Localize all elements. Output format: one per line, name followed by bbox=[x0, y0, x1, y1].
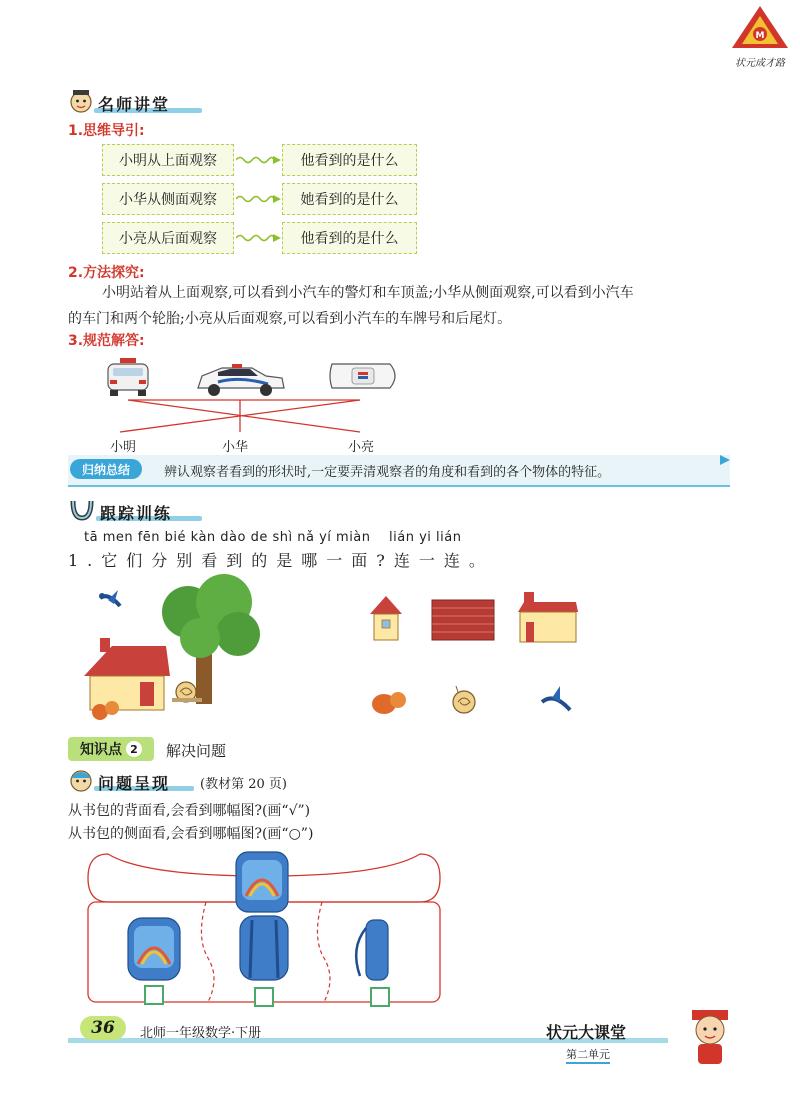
backpack-side-option-icon bbox=[356, 920, 388, 980]
section-title: 问题呈现 bbox=[98, 774, 171, 793]
book-title: 北师一年级数学·下册 bbox=[140, 1026, 262, 1041]
method-line-1: 小明站着从上面观察,可以看到小汽车的警灯和车顶盖;小华从侧面观察,可以看到小汽车 bbox=[102, 285, 634, 301]
question-box: 他看到的是什么 bbox=[282, 144, 417, 176]
method-text bbox=[68, 280, 748, 332]
triangle-right-icon bbox=[720, 455, 730, 465]
squirrel-option-icon[interactable] bbox=[370, 684, 410, 718]
guide-row bbox=[102, 183, 417, 215]
wavy-arrow-icon bbox=[236, 193, 282, 205]
answer-heading: 3.规范解答: bbox=[68, 333, 145, 349]
brand-logo-text: 状元成才路 bbox=[735, 58, 785, 69]
knowledge-point-label: 知识点 bbox=[80, 742, 122, 758]
question-box: 她看到的是什么 bbox=[282, 183, 417, 215]
observer-label: 小亮 bbox=[348, 440, 375, 455]
car-back-view-icon bbox=[108, 358, 148, 396]
section-title: 跟踪训练 bbox=[100, 504, 173, 523]
unit-label: 第二单元 bbox=[566, 1046, 610, 1064]
bird-icon bbox=[99, 590, 120, 606]
wavy-arrow-icon bbox=[236, 232, 282, 244]
method-heading: 2.方法探究: bbox=[68, 265, 145, 281]
method-line-2: 的车门和两个轮胎;小亮从后面观察,可以看到小汽车的车牌号和后尾灯。 bbox=[68, 311, 512, 327]
question-text: 1.它们分别看到的是哪一面?连一连。 bbox=[68, 551, 494, 570]
house-front-view-icon[interactable] bbox=[368, 592, 404, 642]
backpack-front-option-icon bbox=[128, 918, 180, 980]
summary-text: 辨认观察者看到的形状时,一定要弄清观察者的角度和看到的各个物体的特征。 bbox=[164, 465, 611, 480]
backpack-front-icon bbox=[236, 852, 288, 912]
snail-option-icon[interactable] bbox=[448, 682, 482, 718]
knowledge-point-number: 2 bbox=[126, 741, 142, 757]
observer-label: 小华 bbox=[222, 440, 249, 455]
question-pinyin: tā men fēn bié kàn dào de shì nǎ yí miàn lián yi lián bbox=[84, 530, 462, 545]
question-box: 他看到的是什么 bbox=[282, 222, 417, 254]
page-number: 36 bbox=[91, 1018, 115, 1038]
knowledge-point-title: 解决问题 bbox=[166, 742, 227, 760]
series-title: 状元大课堂 bbox=[546, 1023, 627, 1042]
observer-box: 小华从侧面观察 bbox=[102, 183, 234, 215]
summary-tag: 归纳总结 bbox=[70, 459, 142, 479]
house-side-view-icon[interactable] bbox=[516, 590, 580, 644]
triangle-logo-icon bbox=[728, 4, 792, 50]
problem-section-header bbox=[68, 768, 368, 796]
car-matching-diagram bbox=[100, 352, 440, 452]
car-side-view-icon bbox=[198, 364, 284, 396]
observer-label: 小明 bbox=[110, 440, 137, 455]
section-title: 名师讲堂 bbox=[98, 95, 171, 114]
mascot-boy-icon bbox=[680, 1006, 740, 1068]
observer-box: 小明从上面观察 bbox=[102, 144, 234, 176]
horseshoe-icon bbox=[68, 498, 96, 522]
answer-option-grid bbox=[360, 590, 590, 720]
scene-illustration bbox=[78, 572, 278, 722]
problem-line: 从书包的侧面看,会看到哪幅图?(画“○”) bbox=[68, 826, 314, 842]
brand-logo bbox=[728, 4, 792, 69]
knowledge-point-badge bbox=[68, 737, 154, 761]
observer-box: 小亮从后面观察 bbox=[102, 222, 234, 254]
house-icon bbox=[84, 638, 170, 710]
bird-option-icon[interactable] bbox=[538, 682, 574, 718]
svg-text:M: M bbox=[755, 31, 765, 41]
connection-lines bbox=[120, 400, 360, 432]
guide-heading: 1.思维导引: bbox=[68, 123, 145, 139]
tree-icon bbox=[162, 574, 260, 704]
teacher-mascot-icon bbox=[68, 88, 94, 114]
answer-checkbox[interactable] bbox=[254, 987, 274, 1007]
guide-row bbox=[102, 222, 417, 254]
guide-row bbox=[102, 144, 417, 176]
problem-line: 从书包的背面看,会看到哪幅图?(画“√”) bbox=[68, 803, 311, 819]
summary-bar bbox=[68, 455, 730, 487]
car-top-view-icon bbox=[330, 364, 395, 388]
page-number-badge bbox=[80, 1016, 126, 1040]
answer-checkbox[interactable] bbox=[370, 987, 390, 1007]
answer-checkbox[interactable] bbox=[144, 985, 164, 1005]
problem-mascot-icon bbox=[68, 768, 94, 792]
problem-source: (教材第 20 页) bbox=[200, 777, 287, 792]
wavy-arrow-icon bbox=[236, 154, 282, 166]
backpack-back-option-icon bbox=[240, 916, 288, 980]
teacher-section-header bbox=[68, 88, 208, 118]
training-section-header bbox=[68, 498, 208, 526]
house-roof-top-view-icon[interactable] bbox=[430, 598, 496, 642]
